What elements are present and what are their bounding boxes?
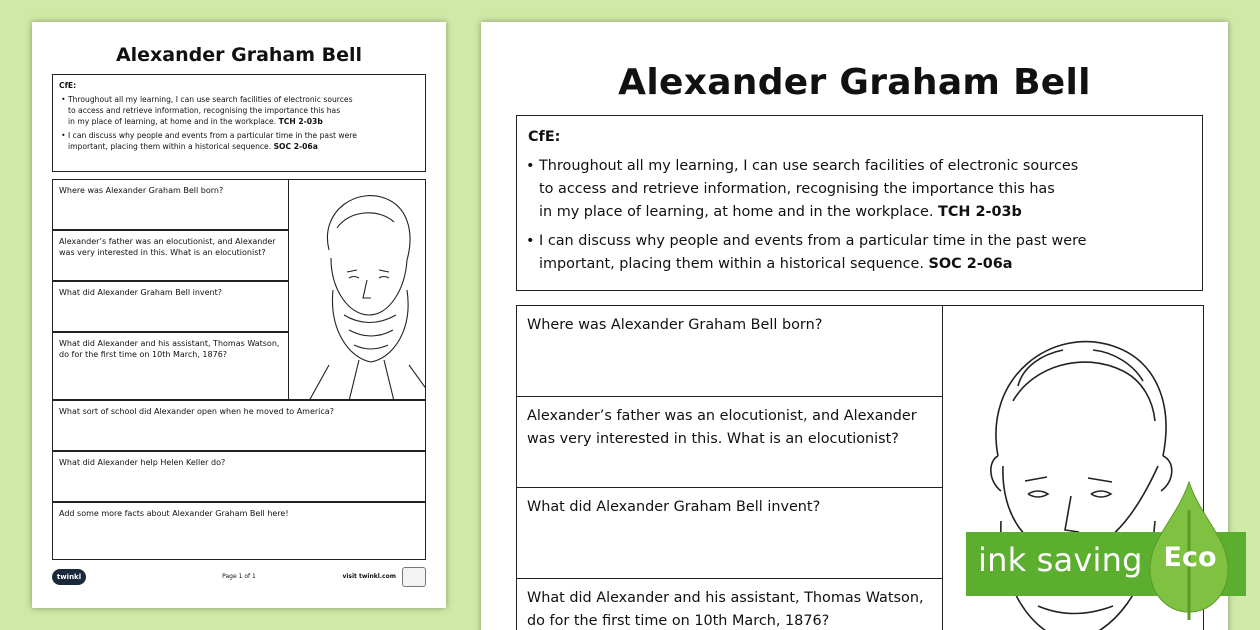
question-text: What did Alexander and his assistant, Thomas Watson, bbox=[527, 590, 924, 606]
question-text: Alexander’s father was an elocutionist, and Alexander bbox=[59, 237, 276, 246]
cfe-line: to access and retrieve information, recognising the importance this has bbox=[68, 106, 341, 115]
cfe-line: in my place of learning, at home and in the workplace. bbox=[539, 204, 934, 220]
question-box bbox=[516, 305, 943, 397]
cfe-line: important, placing them within a historical sequence. bbox=[68, 142, 272, 151]
cfe-line: I can discuss why people and events from a particular time in the past were bbox=[539, 233, 1087, 249]
cfe-code: TCH 2-03b bbox=[278, 117, 323, 126]
cfe-box bbox=[52, 74, 426, 172]
question-text: What did Alexander and his assistant, Thomas Watson, bbox=[59, 339, 280, 348]
quality-badge-icon bbox=[402, 567, 426, 587]
cfe-outcome-1 bbox=[68, 94, 419, 127]
question-text: What did Alexander Graham Bell invent? bbox=[527, 499, 821, 515]
question-box bbox=[52, 451, 426, 502]
cfe-line: to access and retrieve information, recognising the importance this has bbox=[539, 181, 1055, 197]
question-box bbox=[516, 487, 943, 579]
page-number: Page 1 of 1 bbox=[222, 573, 256, 580]
question-text: was very interested in this. What is an elocutionist? bbox=[527, 431, 899, 447]
cfe-heading: CfE: bbox=[59, 81, 77, 90]
question-box bbox=[516, 396, 943, 488]
question-text: Add some more facts about Alexander Graham Bell here! bbox=[59, 509, 289, 518]
question-text: was very interested in this. What is an elocutionist? bbox=[59, 248, 266, 257]
question-text: What did Alexander Graham Bell invent? bbox=[59, 288, 222, 297]
question-box bbox=[52, 179, 289, 230]
worksheet-footer bbox=[52, 567, 426, 589]
question-box bbox=[52, 281, 289, 332]
visit-link: visit twinkl.com bbox=[342, 573, 396, 580]
cfe-line: in my place of learning, at home and in the workplace. bbox=[68, 117, 277, 126]
worksheet-title: Alexander Graham Bell bbox=[618, 62, 1091, 103]
question-text: do for the first time on 10th March, 1876? bbox=[527, 613, 830, 629]
bell-portrait-icon bbox=[289, 180, 426, 400]
worksheet-thumbnail bbox=[32, 22, 446, 608]
cfe-line: Throughout all my learning, I can use search facilities of electronic sources bbox=[68, 95, 353, 104]
cfe-outcome-2 bbox=[68, 130, 419, 152]
cfe-heading: CfE: bbox=[528, 129, 561, 145]
question-box bbox=[52, 332, 289, 400]
question-box bbox=[52, 400, 426, 451]
question-text: Where was Alexander Graham Bell born? bbox=[59, 186, 224, 195]
question-text: Alexander’s father was an elocutionist, and Alexander bbox=[527, 408, 917, 424]
cfe-code: SOC 2-06a bbox=[928, 256, 1013, 272]
cfe-outcome-1 bbox=[539, 155, 1191, 224]
question-text: do for the first time on 10th March, 1876? bbox=[59, 350, 228, 359]
question-box bbox=[52, 502, 426, 560]
question-text: What sort of school did Alexander open when he moved to America? bbox=[59, 407, 334, 416]
cfe-code: TCH 2-03b bbox=[938, 204, 1022, 220]
cfe-box bbox=[516, 115, 1203, 291]
worksheet-title: Alexander Graham Bell bbox=[115, 44, 363, 66]
cfe-code: SOC 2-06a bbox=[273, 142, 318, 151]
portrait-drawing bbox=[288, 179, 426, 400]
question-box bbox=[516, 578, 943, 630]
cfe-outcome-2 bbox=[539, 230, 1191, 276]
cfe-line: I can discuss why people and events from a particular time in the past were bbox=[68, 131, 357, 140]
twinkl-logo: twinkl bbox=[52, 569, 86, 585]
question-text: Where was Alexander Graham Bell born? bbox=[527, 317, 823, 333]
cfe-line: Throughout all my learning, I can use search facilities of electronic sources bbox=[539, 158, 1079, 174]
question-text: What did Alexander help Helen Keller do? bbox=[59, 458, 226, 467]
cfe-line: important, placing them within a historical sequence. bbox=[539, 256, 924, 272]
ink-saving-text: ink saving bbox=[978, 541, 1143, 579]
eco-label: Eco bbox=[1163, 542, 1217, 573]
question-box bbox=[52, 230, 289, 281]
